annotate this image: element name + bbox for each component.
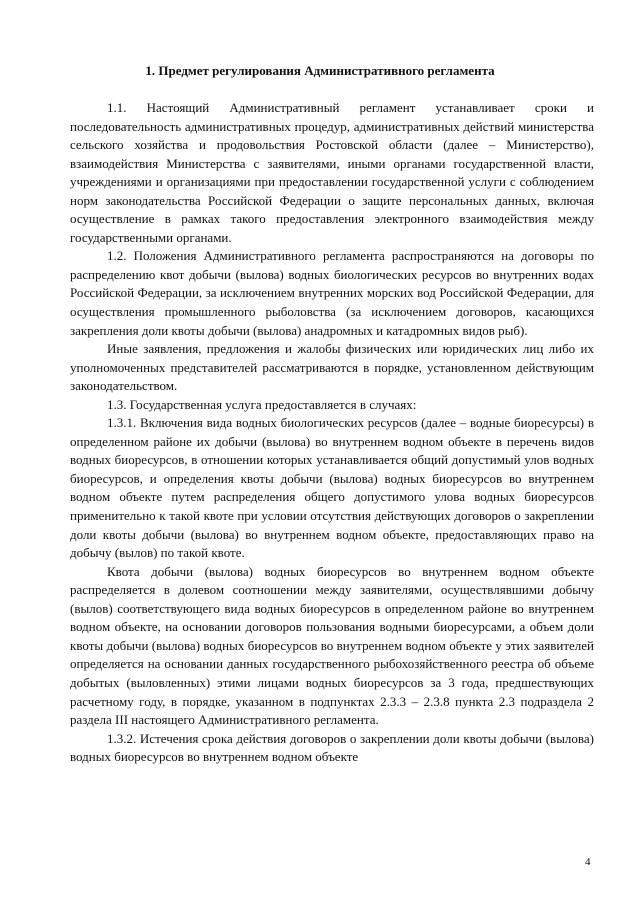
page-number: 4 xyxy=(585,856,591,868)
paragraph-1-2: 1.2. Положения Административного регламента распространяются на договоры по распределению квот добычи (вылова) водных биологических ресурсов во внутренних водах Российской Федерации, за исключением внутренних морских вод Российской Федерации, для осуществления промышленного рыболовства (за исключением договоров, касающихся закрепления доли квоты добычи (вылова) анадромных и катадромных видов рыб). xyxy=(70,248,594,338)
paragraph-1-3: 1.3. Государственная услуга предоставляется в случаях: xyxy=(107,396,417,412)
paragraph-other-requests: Иные заявления, предложения и жалобы физических или юридических лиц либо их уполномоченных представителей рассматриваются в порядке, установленном действующим законодательством. xyxy=(70,341,594,394)
paragraph-1-1: 1.1. Настоящий Административный регламент устанавливает сроки и последовательность административных процедур, административных действий министерства сельского хозяйства и продовольствия Ростовской области (далее – Министерство), взаимодействия Министерства с заявителями, иными органами государственной власти, учреждениями и организациями при предоставлении государственной услуги с соблюдением норм законодательства Российской Федерации о защите персональных данных, включая осуществление в рамках такого предоставления электронного взаимодействия между государственными органами. xyxy=(70,100,594,245)
paragraph-1-3-1: 1.3.1. Включения вида водных биологических ресурсов (далее – водные биоресурсы) в определенном районе их добычи (вылова) во внутреннем водном объекте в перечень видов водных биоресурсов, в отношении которых устанавливается общий допустимый улов водных биоресурсов, и определения квоты добычи (вылова) водных биоресурсов во внутреннем водном объекте путем распределения общего допустимого улова водных биоресурсов применительно к такой квоте при условии отсутствия действующих договоров о закреплении доли квоты добычи (вылова) во внутреннем водном объекте, предоставляющих право на добычу (вылов) по такой квоте. xyxy=(70,415,594,561)
section-title: 1. Предмет регулирования Административного регламента xyxy=(145,63,495,78)
paragraph-quota-distribution: Квота добычи (вылова) водных биоресурсов во внутреннем водном объекте распределяется в долевом соотношении между заявителями, осуществлявшими добычу (вылов) соответствующего вида водных биоресурсов в определенном районе во внутреннем водном объекте, на основании договоров пользования водными биоресурсами, а объем доли квоты добычи (вылова) водных биоресурсов во внутреннем водном объекте у этих заявителей определяется на основании данных государственного рыбохозяйственного реестра об объеме добытых (выловленных) этими лицами водных биоресурсов за 3 года, предшествующих расчетному году, в порядке, указанном в подпунктах 2.3.3 – 2.3.8 пункта 2.3 подраздела 2 раздела III настоящего Административного регламента. xyxy=(70,563,594,728)
document-body xyxy=(70,99,594,767)
paragraph-1-3-2: 1.3.2. Истечения срока действия договоров о закреплении доли квоты добычи (вылова) водных биоресурсов во внутреннем водном объекте xyxy=(70,730,594,765)
